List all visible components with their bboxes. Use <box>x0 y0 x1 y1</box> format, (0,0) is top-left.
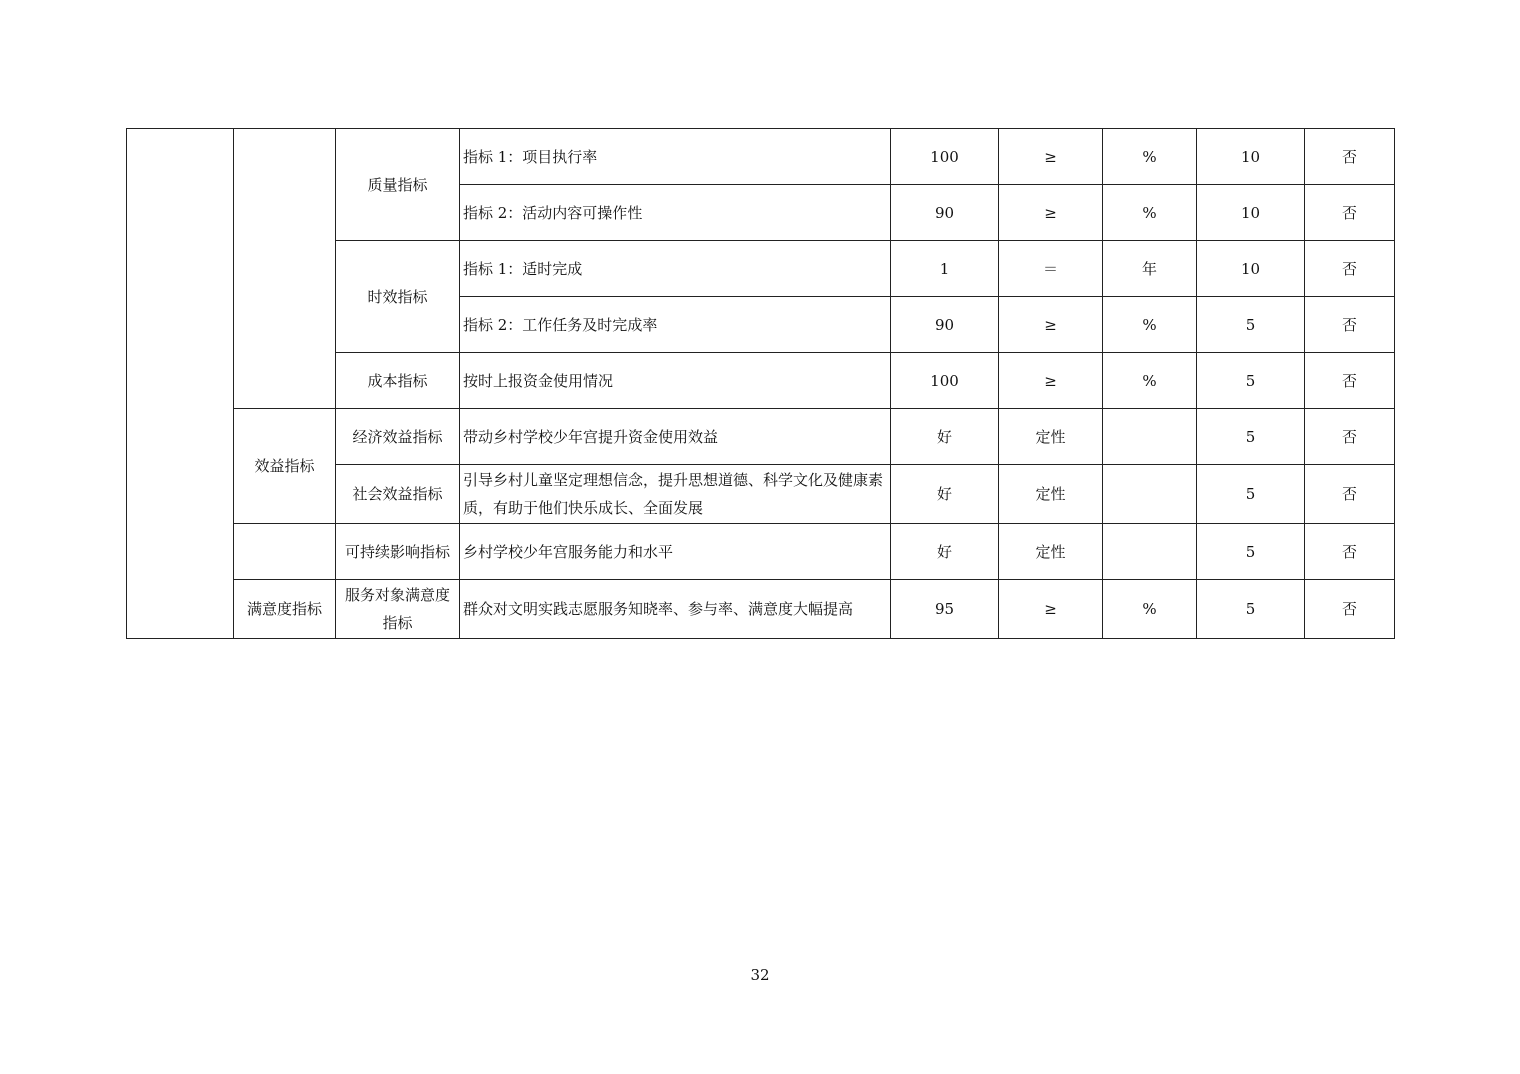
indicator-value: 1 <box>891 241 999 297</box>
indicator-description: 引导乡村儿童坚定理想信念，提升思想道德、科学文化及健康素质，有助于他们快乐成长、全面发展 <box>460 465 891 524</box>
indicator-value: 好 <box>891 465 999 524</box>
performance-indicator-table <box>126 128 1395 639</box>
page-number: 32 <box>750 966 770 984</box>
indicator-description: 群众对文明实践志愿服务知晓率、参与率、满意度大幅提高 <box>460 580 891 639</box>
indicator-score: 5 <box>1197 524 1305 580</box>
indicator-operator: ≥ <box>999 297 1103 353</box>
service-satisfaction-label: 服务对象满意度指标 <box>336 580 460 639</box>
indicator-value: 90 <box>891 297 999 353</box>
table-row <box>127 524 1395 580</box>
indicator-unit: % <box>1103 297 1197 353</box>
indicator-unit: % <box>1103 353 1197 409</box>
indicator-unit <box>1103 465 1197 524</box>
indicator-unit <box>1103 409 1197 465</box>
indicator-value: 100 <box>891 129 999 185</box>
quality-indicator-label: 质量指标 <box>336 129 460 241</box>
indicator-core: 否 <box>1305 409 1395 465</box>
indicator-unit: % <box>1103 185 1197 241</box>
indicator-operator: ≥ <box>999 185 1103 241</box>
output-level2-cell <box>234 129 336 409</box>
indicator-unit <box>1103 524 1197 580</box>
indicator-score: 5 <box>1197 580 1305 639</box>
indicator-core: 否 <box>1305 580 1395 639</box>
indicator-unit: 年 <box>1103 241 1197 297</box>
indicator-description: 带动乡村学校少年宫提升资金使用效益 <box>460 409 891 465</box>
indicator-core: 否 <box>1305 465 1395 524</box>
indicator-score: 5 <box>1197 465 1305 524</box>
indicator-score: 10 <box>1197 185 1305 241</box>
indicator-description: 按时上报资金使用情况 <box>460 353 891 409</box>
sustainable-impact-label: 可持续影响指标 <box>336 524 460 580</box>
indicator-operator: 定性 <box>999 465 1103 524</box>
cost-indicator-label: 成本指标 <box>336 353 460 409</box>
table-row <box>127 129 1395 185</box>
indicator-operator: 定性 <box>999 524 1103 580</box>
satisfaction-indicator-label: 满意度指标 <box>234 580 336 639</box>
indicator-score: 10 <box>1197 241 1305 297</box>
indicator-unit: % <box>1103 129 1197 185</box>
indicator-score: 5 <box>1197 409 1305 465</box>
indicator-core: 否 <box>1305 353 1395 409</box>
indicator-value: 95 <box>891 580 999 639</box>
indicator-description: 指标 2：活动内容可操作性 <box>460 185 891 241</box>
indicator-operator: ≥ <box>999 129 1103 185</box>
indicator-description: 指标 1：适时完成 <box>460 241 891 297</box>
indicator-description: 乡村学校少年宫服务能力和水平 <box>460 524 891 580</box>
indicator-score: 10 <box>1197 129 1305 185</box>
indicator-core: 否 <box>1305 524 1395 580</box>
indicator-score: 5 <box>1197 297 1305 353</box>
indicator-value: 好 <box>891 524 999 580</box>
level1-cell <box>127 129 234 639</box>
indicator-core: 否 <box>1305 129 1395 185</box>
benefit-indicator-label: 效益指标 <box>234 409 336 524</box>
indicator-operator: ≥ <box>999 580 1103 639</box>
timeliness-indicator-label: 时效指标 <box>336 241 460 353</box>
indicator-unit: % <box>1103 580 1197 639</box>
table-row <box>127 580 1395 639</box>
empty-level2-cell <box>234 524 336 580</box>
social-benefit-label: 社会效益指标 <box>336 465 460 524</box>
indicator-operator: 定性 <box>999 409 1103 465</box>
table-row <box>127 409 1395 465</box>
indicator-value: 100 <box>891 353 999 409</box>
indicator-core: 否 <box>1305 185 1395 241</box>
indicator-core: 否 <box>1305 297 1395 353</box>
indicator-operator: ≥ <box>999 353 1103 409</box>
economic-benefit-label: 经济效益指标 <box>336 409 460 465</box>
indicator-operator: ＝ <box>999 241 1103 297</box>
indicator-value: 90 <box>891 185 999 241</box>
indicator-score: 5 <box>1197 353 1305 409</box>
indicator-value: 好 <box>891 409 999 465</box>
indicator-core: 否 <box>1305 241 1395 297</box>
indicator-description: 指标 1：项目执行率 <box>460 129 891 185</box>
indicator-description: 指标 2：工作任务及时完成率 <box>460 297 891 353</box>
